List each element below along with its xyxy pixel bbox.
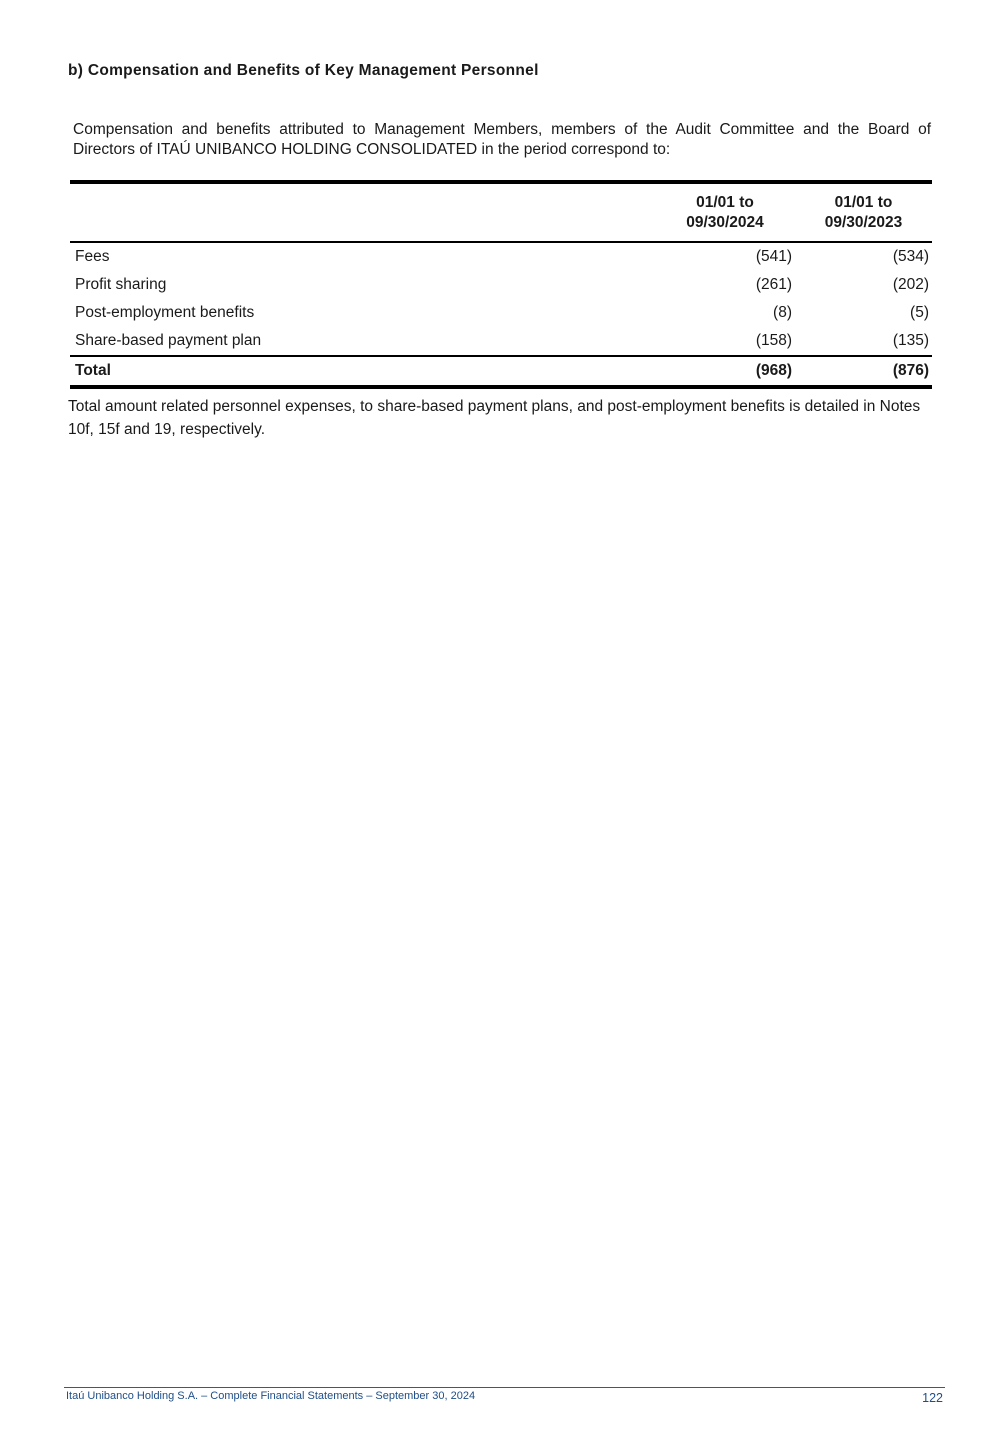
- notes-paragraph: Total amount related personnel expenses, to share-based payment plans, and post-employment benefits is detailed in Notes 10f, 15f and 19, respectively.: [68, 398, 921, 438]
- footer-document-title: Itaú Unibanco Holding S.A. – Complete Financial Statements – September 30, 2024: [66, 1390, 476, 1402]
- row-value-2023: (534): [892, 248, 929, 265]
- row-label: Profit sharing: [75, 276, 167, 293]
- table-row-post-employment: [70, 299, 932, 327]
- row-value-2024: (541): [755, 248, 792, 265]
- compensation-table-container: [70, 180, 932, 389]
- table-row-share-based: [70, 327, 932, 356]
- row-value-2023: (202): [892, 276, 929, 293]
- compensation-table: [70, 180, 932, 389]
- table-row-total: [70, 356, 932, 387]
- row-value-2024: (8): [773, 304, 792, 321]
- row-value-2023: (135): [892, 332, 929, 349]
- row-value-2024: (158): [755, 332, 792, 349]
- footer-divider: [64, 1387, 945, 1388]
- total-value-2024: (968): [755, 362, 792, 379]
- row-value-2024: (261): [755, 276, 792, 293]
- header-period-2024-line2: 09/30/2024: [686, 214, 764, 231]
- total-value-2023: (876): [892, 362, 929, 379]
- header-period-2023: [795, 182, 932, 242]
- row-label: Share-based payment plan: [75, 332, 262, 349]
- table-row-profit-sharing: [70, 271, 932, 299]
- table-header-row: [70, 182, 932, 242]
- header-period-2024-line1: 01/01 to: [696, 194, 754, 211]
- section-heading: b) Compensation and Benefits of Key Management Personnel: [68, 62, 539, 79]
- row-value-2023: (5): [910, 304, 929, 321]
- total-label: Total: [75, 362, 111, 379]
- header-period-2023-line2: 09/30/2023: [824, 214, 903, 231]
- row-label: Fees: [75, 248, 110, 265]
- footer-page-number: 122: [922, 1391, 943, 1405]
- intro-paragraph: Compensation and benefits attributed to Management Members, members of the Audit Committee and the Board of Directors of ITAÚ UNIBANCO HOLDING CONSOLIDATED in the period correspond to:: [73, 121, 931, 158]
- header-period-2024: [655, 182, 795, 242]
- header-period-2023-line1: 01/01 to: [834, 194, 893, 211]
- row-label: Post-employment benefits: [75, 304, 255, 321]
- table-row-fees: [70, 242, 932, 271]
- header-label-cell: [70, 182, 655, 242]
